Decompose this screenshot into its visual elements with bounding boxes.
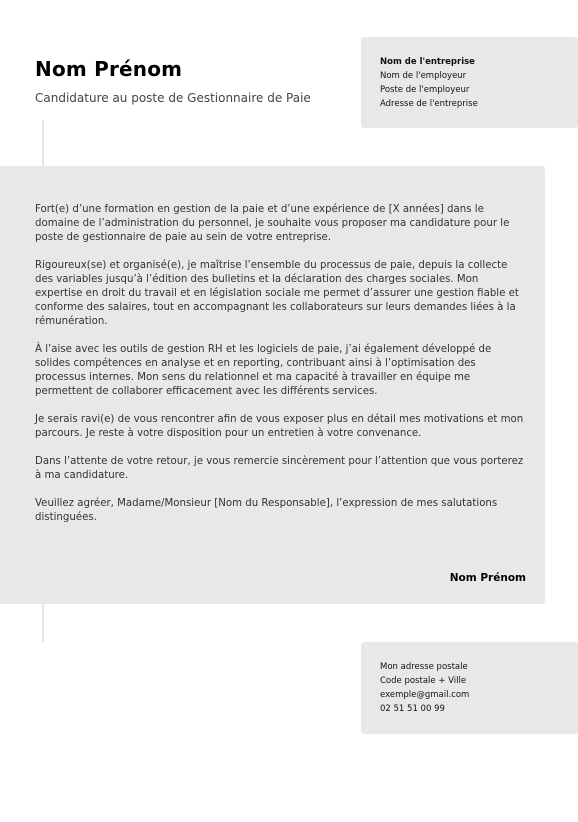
letter-body (0, 166, 545, 604)
letter-paragraph: Je serais ravi(e) de vous rencontrer afin de vous exposer plus en détail mes motivations et mon parcours. Je reste à votre disposition pour un entretien à votre convenance. (35, 414, 524, 439)
postal-city: Code postale + Ville (380, 676, 467, 686)
letter-paragraph: Veuillez agréer, Madame/Monsieur [Nom du Responsable], l’expression de mes salutations distinguées. (35, 498, 498, 523)
employer-position: Poste de l'employeur (380, 85, 470, 95)
job-subtitle: Candidature au poste de Gestionnaire de Paie (35, 91, 311, 105)
letter-paragraph: Fort(e) d’une formation en gestion de la paie et d’une expérience de [X années] dans le domaine de l’administration du personnel, je souhaite vous proposer ma candidature pour le poste de gestionnaire de paie au sein de votre entreprise. (35, 204, 510, 243)
phone-number: 02 51 51 00 99 (380, 704, 445, 714)
letter-paragraph: À l’aise avec les outils de gestion RH et les logiciels de paie, j’ai également développé de solides compétences en analyse et en reporting, contribuant ainsi à l’optimisation des processus internes. Mon sens du relationnel et ma capacité à travailler en équipe me permettent de collaborer efficacement avec les différents services. (35, 344, 492, 397)
page-title: Nom Prénom (35, 57, 183, 81)
decorative-divider-bottom (42, 604, 44, 642)
postal-address: Mon adresse postale (380, 662, 468, 672)
employer-name: Nom de l'employeur (380, 71, 467, 81)
decorative-divider-top (42, 120, 44, 166)
company-address: Adresse de l'entreprise (380, 99, 478, 109)
letter-paragraph: Rigoureux(se) et organisé(e), je maîtrise l’ensemble du processus de paie, depuis la collecte des variables jusqu’à l’édition des bulletins et la déclaration des charges sociales. Mon expertise en droit du travail et en législation sociale me permet d’assurer une gestion fiable et conforme des salaires, tout en accompagnant les collaborateurs sur leurs demandes liées à la rémunération. (35, 260, 519, 327)
signature: Nom Prénom (449, 572, 526, 584)
recipient-block (361, 37, 578, 128)
email-address: exemple@gmail.com (380, 690, 470, 700)
contact-block (361, 642, 578, 734)
letter-paragraph: Dans l’attente de votre retour, je vous remercie sincèrement pour l’attention que vous porterez à ma candidature. (35, 456, 524, 481)
company-name: Nom de l'entreprise (380, 57, 475, 67)
